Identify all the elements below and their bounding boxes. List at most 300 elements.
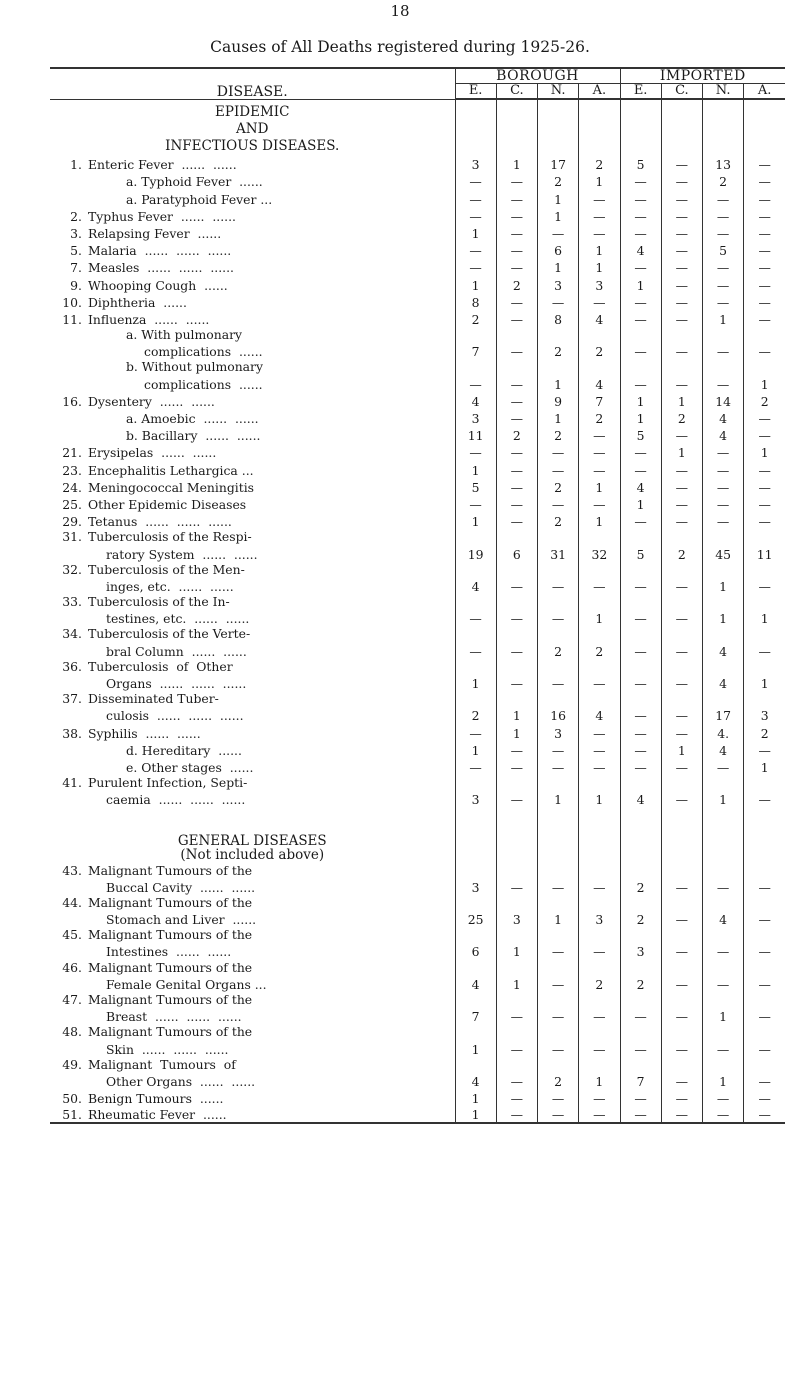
count-cell: 5 [620,544,661,561]
count-cell: 16 [538,706,579,723]
count-cell [579,992,620,1007]
count-cell: 2 [538,1072,579,1089]
count-cell [455,691,496,706]
count-cell: — [703,275,744,292]
disease-name: testines, etc. ...... ...... [106,611,250,627]
table-row [50,577,785,594]
count-cell: 1 [661,392,702,409]
disease-name: Tuberculosis of Other [88,658,233,674]
count-cell: — [538,674,579,691]
count-cell [661,895,702,910]
count-cell: 1 [455,1089,496,1106]
count-cell [703,895,744,910]
table-row [50,674,785,691]
disease-cell [50,1007,455,1024]
disease-cell [50,1089,455,1106]
count-cell: 4 [703,426,744,443]
disease-number: 47. [62,992,82,1007]
count-cell [744,659,785,674]
disease-cell [50,426,455,443]
count-cell [496,775,537,790]
count-cell: 25 [455,910,496,927]
count-cell [620,992,661,1007]
disease-cell [50,172,455,189]
count-cell: 2 [496,426,537,443]
count-cell: 3 [455,878,496,895]
disease-name: Tuberculosis of the Verte- [88,626,251,642]
count-cell [620,927,661,942]
count-cell [455,848,496,862]
count-cell: 4 [620,478,661,495]
disease-number: 7. [70,260,82,276]
disease-cell [50,706,455,723]
count-cell: — [579,207,620,224]
column-header: N. [538,84,579,100]
count-cell [620,327,661,342]
disease-cell [50,155,455,172]
table-row [50,626,785,641]
count-cell: — [620,172,661,189]
disease-cell [50,691,455,706]
count-cell [744,775,785,790]
column-header: E. [620,84,661,100]
count-cell: — [496,460,537,477]
disease-cell [50,1057,455,1072]
count-cell: — [496,409,537,426]
count-cell [579,626,620,641]
count-cell: 1 [496,975,537,992]
count-cell: — [744,878,785,895]
table-row [50,512,785,529]
disease-name: Disseminated Tuber- [88,691,219,707]
count-cell: — [579,293,620,310]
count-cell: 7 [620,1072,661,1089]
disease-name: Other Epidemic Diseases [88,496,247,512]
table-row [50,359,785,374]
count-cell [496,831,537,848]
count-cell: 1 [703,1072,744,1089]
table-row [50,495,785,512]
disease-name: Tetanus ...... ...... ...... [88,514,232,530]
disease-name: e. Other stages ...... [126,759,254,775]
count-cell [455,959,496,974]
count-cell: — [538,1039,579,1056]
count-cell: 2 [579,975,620,992]
count-cell [703,927,744,942]
table-row [50,392,785,409]
disease-name: Measles ...... ...... ...... [88,260,234,276]
count-cell: 3 [455,155,496,172]
count-cell [620,895,661,910]
count-cell: — [538,942,579,959]
count-cell: 14 [703,392,744,409]
count-cell: — [620,293,661,310]
count-cell: 1 [579,790,620,807]
count-cell: — [496,741,537,758]
count-cell [661,626,702,641]
column-header: C. [661,84,702,100]
count-cell: 2 [579,409,620,426]
count-cell [620,594,661,609]
count-cell: — [661,172,702,189]
count-cell: 9 [538,392,579,409]
count-cell: 1 [496,723,537,740]
count-cell: 2 [538,172,579,189]
count-cell: — [496,1089,537,1106]
disease-cell [50,910,455,927]
count-cell: 13 [703,155,744,172]
count-cell [496,862,537,877]
count-cell: 3 [538,723,579,740]
disease-number: 2. [70,208,82,224]
count-cell: 1 [455,224,496,241]
count-cell: — [661,758,702,775]
table-row [50,807,785,831]
count-cell: 1 [579,258,620,275]
count-cell: — [703,478,744,495]
count-cell: 3 [579,910,620,927]
count-cell: — [744,641,785,658]
count-cell [703,831,744,848]
count-cell: 2 [538,512,579,529]
disease-name: Purulent Infection, Septi- [88,775,248,791]
count-cell: 1 [661,741,702,758]
count-cell: 11 [744,544,785,561]
table-row [50,99,785,155]
count-cell: — [496,495,537,512]
count-cell: 4 [703,641,744,658]
table-row [50,409,785,426]
disease-name: Enteric Fever ...... ...... [88,157,237,173]
disease-name: Malignant Tumours of the [88,992,253,1007]
disease-name: Dysentery ...... ...... [88,393,215,409]
table-row [50,609,785,626]
count-cell: 32 [579,544,620,561]
disease-name: caemia ...... ...... ...... [106,792,246,808]
count-cell: — [579,942,620,959]
disease-name: Female Genital Organs ... [106,976,267,992]
count-cell: — [496,1007,537,1024]
disease-name: Skin ...... ...... ...... [106,1041,229,1057]
count-cell: — [661,293,702,310]
count-cell [620,959,661,974]
count-cell [579,691,620,706]
count-cell: — [538,495,579,512]
count-cell: — [579,674,620,691]
count-cell: — [620,641,661,658]
count-cell: — [455,189,496,206]
disease-name: Tuberculosis of the In- [88,594,230,610]
count-cell [496,959,537,974]
disease-number: 32. [62,561,82,577]
column-header: A. [744,84,785,100]
count-cell: 1 [744,758,785,775]
count-cell: — [620,258,661,275]
disease-cell [50,1039,455,1056]
table-body [50,99,785,1123]
disease-name: Tuberculosis of the Men- [88,561,245,577]
table-row [50,172,785,189]
count-cell: — [661,706,702,723]
count-cell: 1 [703,1007,744,1024]
table-row [50,293,785,310]
count-cell: 2 [579,155,620,172]
count-cell: — [744,1039,785,1056]
count-cell: — [703,495,744,512]
count-cell: 2 [538,478,579,495]
count-cell: 31 [538,544,579,561]
count-cell [579,529,620,544]
count-cell: — [744,426,785,443]
count-cell: 2 [661,544,702,561]
count-cell: — [744,275,785,292]
count-cell: 4 [703,910,744,927]
disease-cell [50,342,455,359]
disease-number: 24. [62,479,82,495]
count-cell [703,1024,744,1039]
column-header: N. [703,84,744,100]
table-row [50,975,785,992]
disease-name: b. Bacillary ...... ...... [126,428,261,444]
table-row [50,927,785,942]
count-cell: — [661,641,702,658]
count-cell [703,327,744,342]
disease-cell [50,544,455,561]
count-cell [496,1057,537,1072]
count-cell: — [703,1106,744,1123]
count-cell [538,959,579,974]
count-cell: — [496,478,537,495]
disease-number: 29. [62,514,82,530]
count-cell [538,862,579,877]
count-cell: 2 [620,910,661,927]
count-cell: — [744,910,785,927]
count-cell [496,562,537,577]
count-cell: — [496,641,537,658]
count-cell: — [538,443,579,460]
count-cell [620,562,661,577]
disease-number: 9. [70,277,82,293]
disease-cell [50,758,455,775]
count-cell [703,659,744,674]
count-cell: — [620,310,661,327]
count-cell: 1 [496,942,537,959]
count-cell: — [703,224,744,241]
count-cell [579,831,620,848]
count-cell: — [496,577,537,594]
disease-number: 10. [62,294,82,310]
count-cell: — [703,758,744,775]
count-cell: — [661,512,702,529]
count-cell [744,831,785,848]
table-row [50,1072,785,1089]
disease-name: Encephalitis Lethargica ... [88,462,254,478]
disease-number: 37. [62,691,82,707]
count-cell: — [620,577,661,594]
count-cell: — [703,1039,744,1056]
count-cell: — [620,706,661,723]
count-cell: — [538,609,579,626]
table-row [50,723,785,740]
table-row [50,189,785,206]
count-cell [579,959,620,974]
count-cell: 3 [496,910,537,927]
count-cell: — [538,758,579,775]
count-cell: — [661,374,702,391]
count-cell: 1 [538,207,579,224]
count-cell [661,807,702,831]
table-row [50,992,785,1007]
count-cell [661,848,702,862]
count-cell: — [744,495,785,512]
count-cell [620,848,661,862]
disease-cell [50,189,455,206]
disease-number: 3. [70,225,82,241]
count-cell: 11 [455,426,496,443]
table-row [50,224,785,241]
count-cell [538,992,579,1007]
disease-name: Benign Tumours ...... [88,1091,224,1107]
table-row [50,562,785,577]
count-cell: — [661,155,702,172]
count-cell [496,691,537,706]
count-cell: — [455,374,496,391]
count-cell [579,327,620,342]
disease-number: 36. [62,658,82,674]
count-cell [579,562,620,577]
section-heading: (Not included above) [180,847,325,864]
count-cell [538,1024,579,1039]
count-cell: 1 [579,512,620,529]
count-cell: 7 [455,1007,496,1024]
count-cell: 4 [579,374,620,391]
disease-cell [50,790,455,807]
count-cell: 1 [744,443,785,460]
count-cell: — [661,723,702,740]
count-cell: 5 [620,426,661,443]
table-row [50,155,785,172]
count-cell: — [661,577,702,594]
count-cell [744,529,785,544]
table-row [50,831,785,848]
count-cell: 4 [579,310,620,327]
count-cell: — [661,609,702,626]
count-cell: — [744,1007,785,1024]
count-cell: 4 [620,790,661,807]
table-row [50,910,785,927]
count-cell: — [661,241,702,258]
table-row [50,758,785,775]
table-row [50,258,785,275]
count-cell: — [538,460,579,477]
table-row [50,310,785,327]
count-cell [496,992,537,1007]
count-cell: 1 [703,609,744,626]
table-row [50,241,785,258]
table-row [50,275,785,292]
table-row [50,848,785,862]
count-cell: — [496,342,537,359]
count-cell: — [744,241,785,258]
count-cell: 1 [538,790,579,807]
count-cell: — [661,495,702,512]
count-cell: — [661,1089,702,1106]
count-cell: 2 [703,172,744,189]
disease-number: 25. [62,496,82,512]
count-cell: — [579,878,620,895]
count-cell [496,895,537,910]
count-cell: — [496,758,537,775]
count-cell [661,862,702,877]
disease-number: 48. [62,1024,82,1040]
disease-name: a. With pulmonary [126,327,243,343]
count-cell: — [661,1106,702,1123]
count-cell: 8 [538,310,579,327]
disease-cell [50,577,455,594]
disease-cell [50,641,455,658]
count-cell: — [620,374,661,391]
count-cell [455,327,496,342]
count-cell: 2 [496,275,537,292]
count-cell: 5 [703,241,744,258]
count-cell [703,529,744,544]
count-cell: — [455,609,496,626]
count-cell: — [744,512,785,529]
count-cell: 1 [579,241,620,258]
table-row [50,959,785,974]
count-cell [455,659,496,674]
count-cell: — [744,342,785,359]
disease-cell [50,1072,455,1089]
table-row [50,691,785,706]
count-cell [538,659,579,674]
disease-cell [50,741,455,758]
disease-name: a. Amoebic ...... ...... [126,411,259,426]
disease-number: 50. [62,1091,82,1107]
count-cell: 1 [538,374,579,391]
disease-name: complications ...... [144,376,263,392]
count-cell [744,99,785,155]
count-cell: — [703,512,744,529]
disease-number: 1. [70,157,82,173]
count-cell [579,862,620,877]
count-cell: 1 [579,172,620,189]
count-cell: 1 [703,310,744,327]
count-cell: — [620,224,661,241]
disease-cell [50,1106,455,1123]
table-row [50,1057,785,1072]
count-cell: — [661,460,702,477]
count-cell: — [620,342,661,359]
borough-group-header: BOROUGH [455,68,620,84]
count-cell [496,529,537,544]
disease-name: Other Organs ...... ...... [106,1073,256,1089]
count-cell [744,327,785,342]
count-cell: — [744,790,785,807]
count-cell [538,927,579,942]
count-cell: 45 [703,544,744,561]
count-cell: 4. [703,723,744,740]
count-cell [744,927,785,942]
count-cell [579,807,620,831]
disease-cell [50,359,455,374]
disease-cell [50,895,455,910]
count-cell: — [538,878,579,895]
disease-cell [50,460,455,477]
table-row [50,327,785,342]
count-cell: — [579,758,620,775]
count-cell: — [455,241,496,258]
